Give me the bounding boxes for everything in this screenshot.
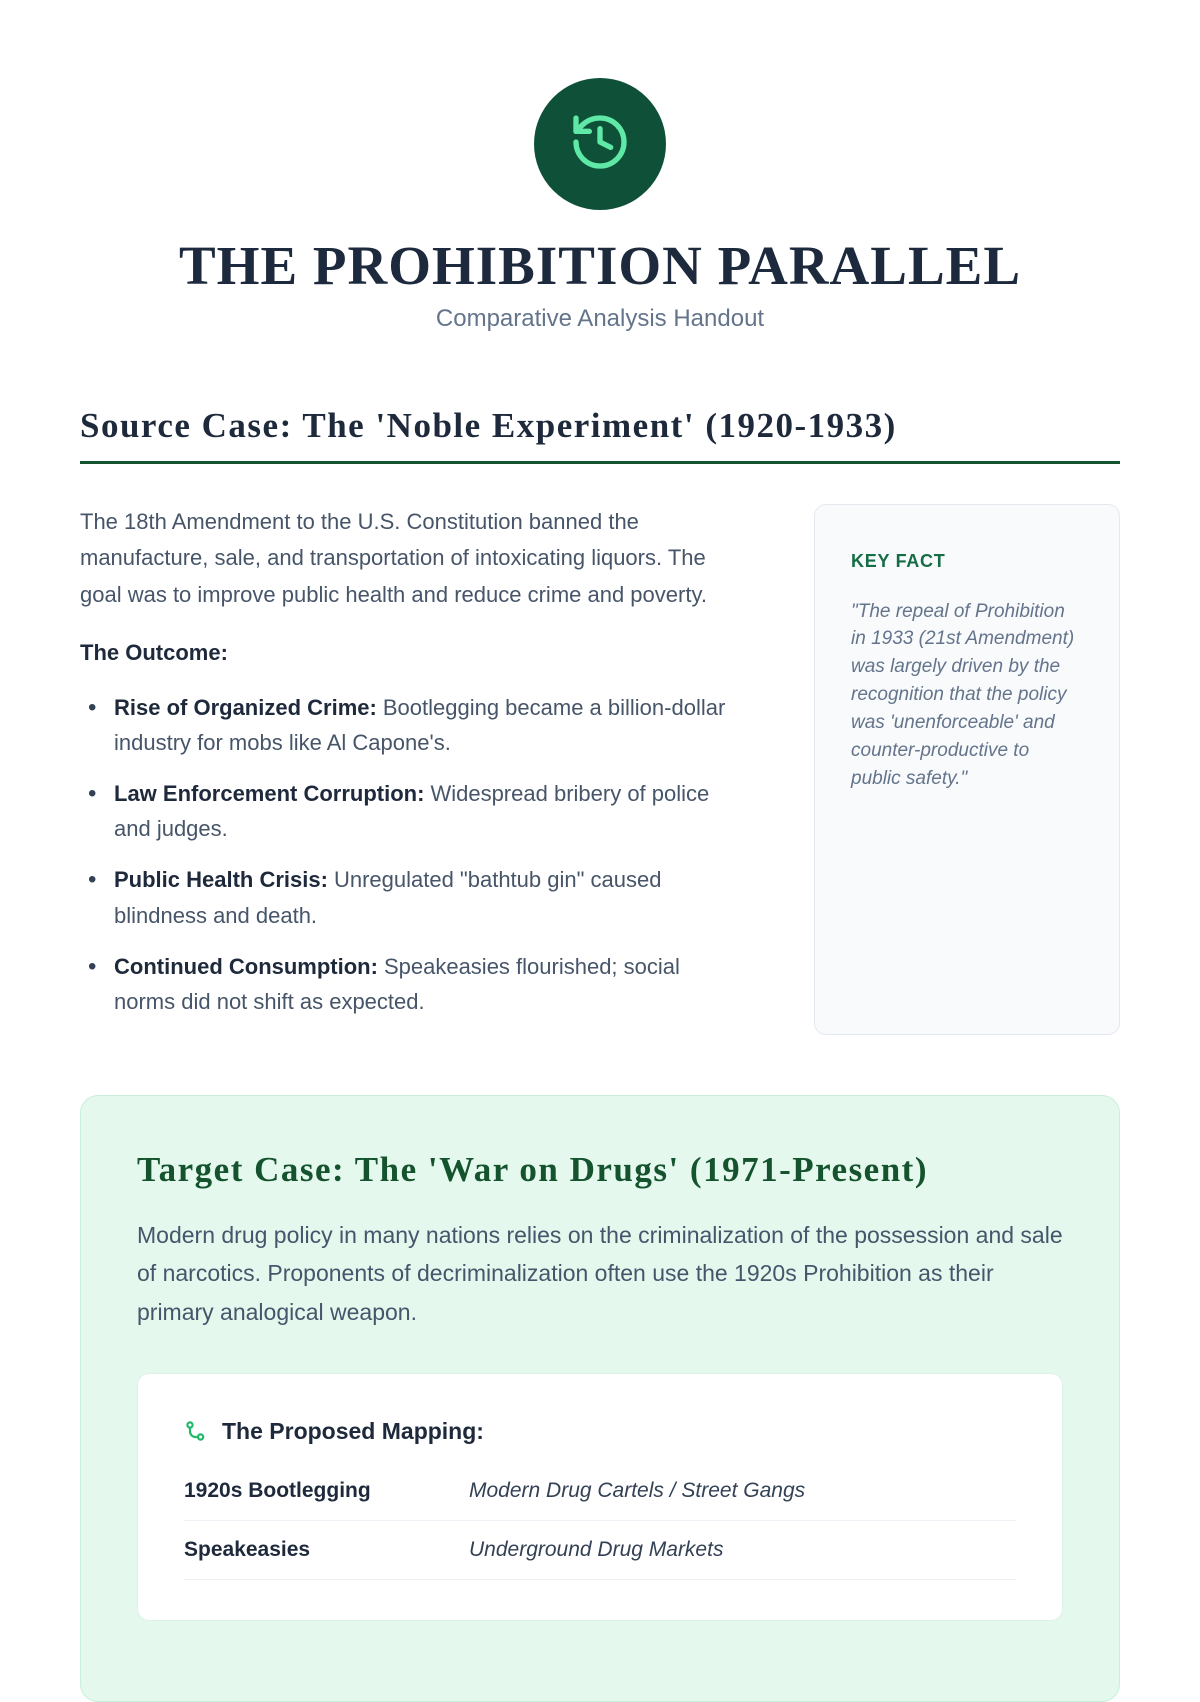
- target-case-heading: Target Case: The 'War on Drugs' (1971-Present): [137, 1148, 1063, 1192]
- bullet-term: Public Health Crisis:: [114, 867, 328, 892]
- list-item: [80, 776, 742, 846]
- mapping-rows: [184, 1479, 1016, 1580]
- bullet-term: Law Enforcement Corruption:: [114, 781, 424, 806]
- key-fact-card: [814, 504, 1120, 1036]
- bullet-term: Rise of Organized Crime:: [114, 695, 377, 720]
- page-subtitle: Comparative Analysis Handout: [0, 305, 1200, 333]
- table-row: [184, 1521, 1016, 1580]
- outcome-label: The Outcome:: [80, 640, 742, 666]
- proposed-mapping-card: [137, 1373, 1063, 1621]
- bullet-text: Widespread bribery of police and judges.: [114, 781, 709, 841]
- bullet-term: Continued Consumption:: [114, 954, 378, 979]
- mapping-title: The Proposed Mapping:: [222, 1418, 484, 1445]
- mapping-target-term: Underground Drug Markets: [469, 1538, 723, 1562]
- list-item: [80, 690, 742, 760]
- source-case-body: [80, 504, 742, 1036]
- mapping-source-term: Speakeasies: [184, 1538, 469, 1562]
- mapping-target-term: Modern Drug Cartels / Street Gangs: [469, 1479, 805, 1503]
- history-icon: [568, 110, 632, 179]
- page-title: THE PROHIBITION PARALLEL: [0, 236, 1200, 297]
- mapping-source-term: 1920s Bootlegging: [184, 1479, 469, 1503]
- source-case-columns: [80, 504, 1120, 1036]
- list-item: [80, 862, 742, 932]
- source-case-section: [80, 405, 1120, 1036]
- logo-badge: [534, 78, 666, 210]
- source-case-heading: Source Case: The 'Noble Experiment' (1920-1933): [80, 405, 1120, 464]
- mapping-header: [184, 1418, 1016, 1445]
- document-header: [0, 0, 1200, 333]
- content-container: [80, 405, 1120, 1702]
- bullet-text: Bootlegging became a billion-dollar industry for mobs like Al Capone's.: [114, 695, 725, 755]
- key-fact-quote: "The repeal of Prohibition in 1933 (21st Amendment) was largely driven by the recognition that the policy was 'unenforceable' and counter-productive to public safety.": [851, 598, 1083, 793]
- key-fact-label: KEY FACT: [851, 551, 1083, 572]
- table-row: [184, 1479, 1016, 1521]
- route-icon: [184, 1420, 208, 1444]
- bullet-text: Unregulated "bathtub gin" caused blindness and death.: [114, 867, 661, 927]
- target-intro-paragraph: Modern drug policy in many nations relies on the criminalization of the possession and sale of narcotics. Proponents of decriminalization often use the 1920s Prohibition as their primary analogical weapon.: [137, 1216, 1063, 1331]
- source-intro-paragraph: The 18th Amendment to the U.S. Constitution banned the manufacture, sale, and transportation of intoxicating liquors. The goal was to improve public health and reduce crime and poverty.: [80, 504, 742, 614]
- outcome-list: [80, 690, 742, 1020]
- target-case-section: [80, 1095, 1120, 1702]
- bullet-text: Speakeasies flourished; social norms did not shift as expected.: [114, 954, 680, 1014]
- list-item: [80, 949, 742, 1019]
